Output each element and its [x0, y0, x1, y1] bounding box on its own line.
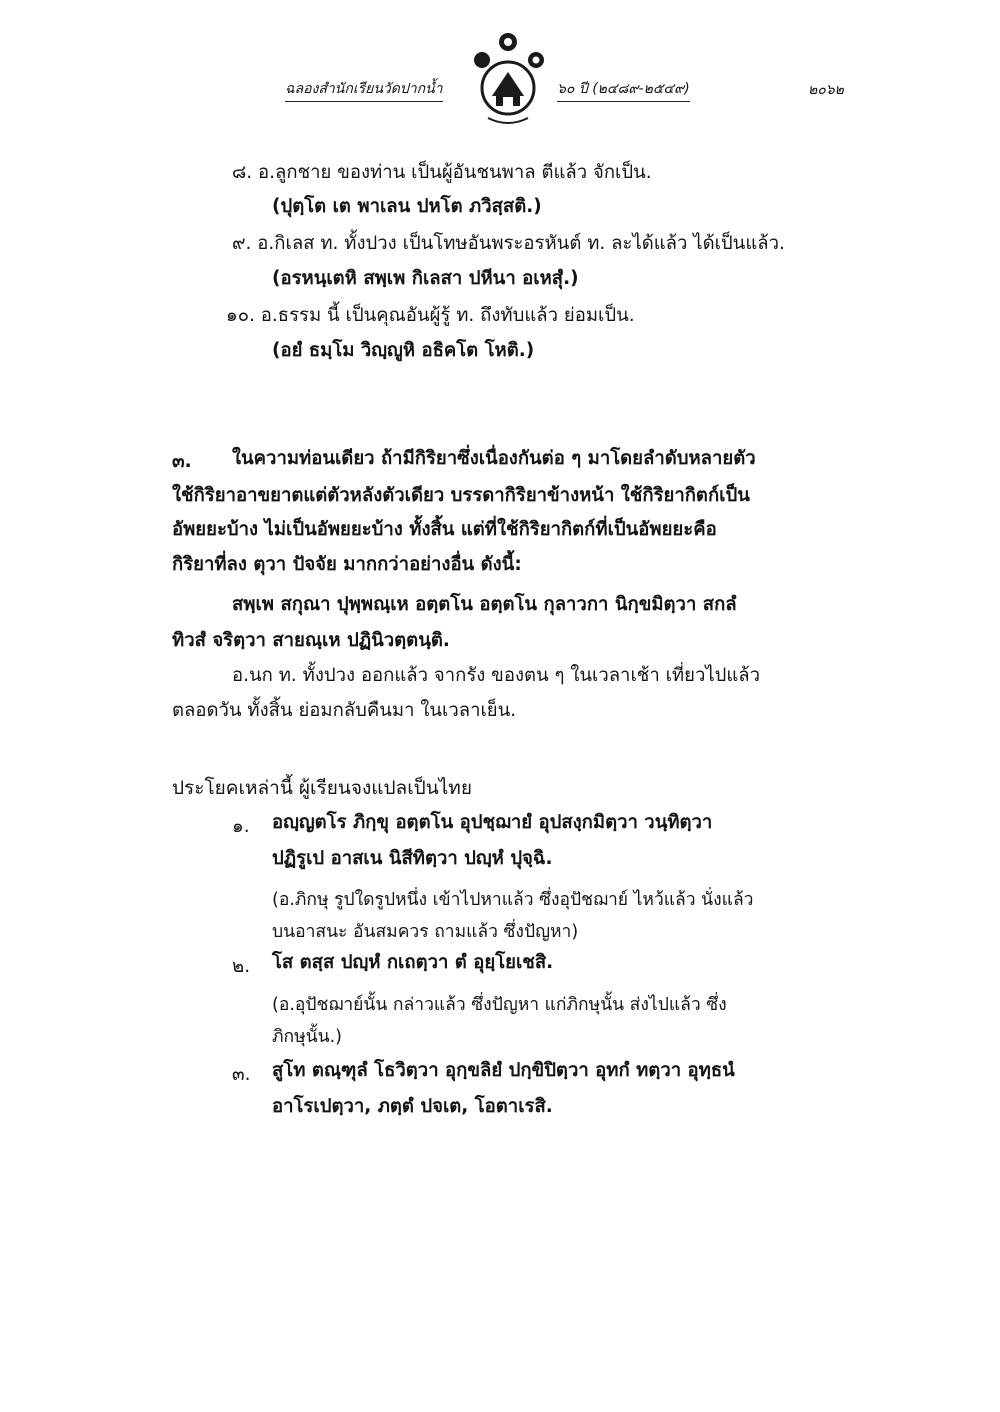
- section-3-line-3: อัพยยะบ้าง ไม่เป็นอัพยยะบ้าง ทั้งสิ้น แต่ที่ใช้กิริยากิตก์ที่เป็นอัพยยะคือ: [172, 519, 717, 540]
- section-3-number: ๓.: [172, 451, 192, 472]
- top-item-8-pali: (ปุตฺโต เต พาเลน ปหโต ภวิสฺสติ.): [272, 196, 542, 217]
- section-3-line-2: ใช้กิริยาอาขยาตแต่ตัวหลังตัวเดียว บรรดากิริยาข้างหน้า ใช้กิริยากิตก์เป็น: [172, 485, 750, 506]
- exercise-item-2-thai-1: (อ.อุปัชฌาย์นั้น กล่าวแล้ว ซึ่งปัญหา แก่ภิกษุนั้น ส่งไปแล้ว ซึ่ง: [272, 995, 727, 1015]
- exercise-item-2-thai-2: ภิกษุนั้น.): [272, 1027, 342, 1047]
- header-left-text: ฉลองสำนักเรียนวัดปากน้ำ: [285, 78, 443, 102]
- exercise-item-1-pali-2: ปฏิรูเป อาสเน นิสีทิตฺวา ปญฺหํ ปุจฺฉิ.: [272, 848, 553, 869]
- exercise-item-3-pali-2: อาโรเปตฺวา, ภตฺตํ ปจเต, โอตาเรสิ.: [272, 1096, 553, 1117]
- top-item-8-translation: ๘. อ.ลูกชาย ของท่าน เป็นผู้อันชนพาล ตีแล้ว จักเป็น.: [232, 162, 652, 183]
- exercise-item-1-number: ๑.: [232, 816, 250, 837]
- example-thai-line-2: ตลอดวัน ทั้งสิ้น ย่อมกลับคืนมา ในเวลาเย็น.: [172, 700, 517, 721]
- section-3-line-4: กิริยาที่ลง ตุวา ปัจจัย มากกว่าอย่างอื่น ดังนี้:: [172, 554, 522, 575]
- header-right-text: ๖๐ ปี (๒๔๘๙-๒๕๔๙): [557, 78, 690, 102]
- seal-icon: [468, 30, 554, 132]
- exercise-title: ประโยคเหล่านี้ ผู้เรียนจงแปลเป็นไทย: [172, 777, 472, 799]
- exercise-item-2-pali-1: โส ตสฺส ปญฺหํ กเถตฺวา ตํ อุยฺโยเชสิ.: [272, 952, 554, 973]
- top-item-10-translation: ๑๐. อ.ธรรม นี้ เป็นคุณอันผู้รู้ ท. ถึงทับแล้ว ย่อมเป็น.: [226, 305, 635, 326]
- exercise-item-3-pali-1: สูโท ตณฺฑุลํ โธวิตฺวา อุกฺขลิยํ ปกฺขิปิตฺวา อุทกํ ทตฺวา อุทฺธนํ: [272, 1060, 735, 1081]
- exercise-item-1-pali-1: อญฺญตโร ภิกฺขุ อตฺตโน อุปชฺฌายํ อุปสงฺกมิตฺวา วนฺทิตฺวา: [272, 812, 713, 833]
- example-pali-line-1: สพฺเพ สกุณา ปุพฺพณฺเห อตฺตโน อตฺตโน กุลาวกา นิกฺขมิตฺวา สกลํ: [232, 594, 737, 615]
- temple-seal-emblem: [468, 30, 554, 132]
- top-item-9-translation: ๙. อ.กิเลส ท. ทั้งปวง เป็นโทษอันพระอรหันต์ ท. ละได้แล้ว ได้เป็นแล้ว.: [232, 233, 785, 254]
- exercise-item-1-thai-2: บนอาสนะ อันสมควร ถามแล้ว ซึ่งปัญหา): [272, 922, 579, 942]
- page-number: ๒๐๖๒: [808, 82, 844, 98]
- exercise-item-2-number: ๒.: [232, 956, 251, 977]
- section-3-line-1: ในความท่อนเดียว ถ้ามีกิริยาซึ่งเนื่องกันต่อ ๆ มาโดยลำดับหลายตัว: [232, 448, 756, 469]
- top-item-10-pali: (อยํ ธมฺโม วิญฺญูหิ อธิคโต โหติ.): [272, 340, 535, 361]
- exercise-item-1-thai-1: (อ.ภิกษุ รูปใดรูปหนึ่ง เข้าไปหาแล้ว ซึ่งอุปัชฌาย์ ไหว้แล้ว นั่งแล้ว: [272, 890, 754, 910]
- exercise-item-3-number: ๓.: [232, 1064, 251, 1085]
- example-thai-line-1: อ.นก ท. ทั้งปวง ออกแล้ว จากรัง ของตน ๆ ในเวลาเช้า เที่ยวไปแล้ว: [232, 665, 761, 686]
- example-pali-line-2: ทิวสํ จริตฺวา สายณฺเห ปฏินิวตฺตนฺติ.: [172, 630, 450, 651]
- top-item-9-pali: (อรหนฺเตหิ สพฺเพ กิเลสา ปหีนา อเหสุํ.): [272, 268, 579, 289]
